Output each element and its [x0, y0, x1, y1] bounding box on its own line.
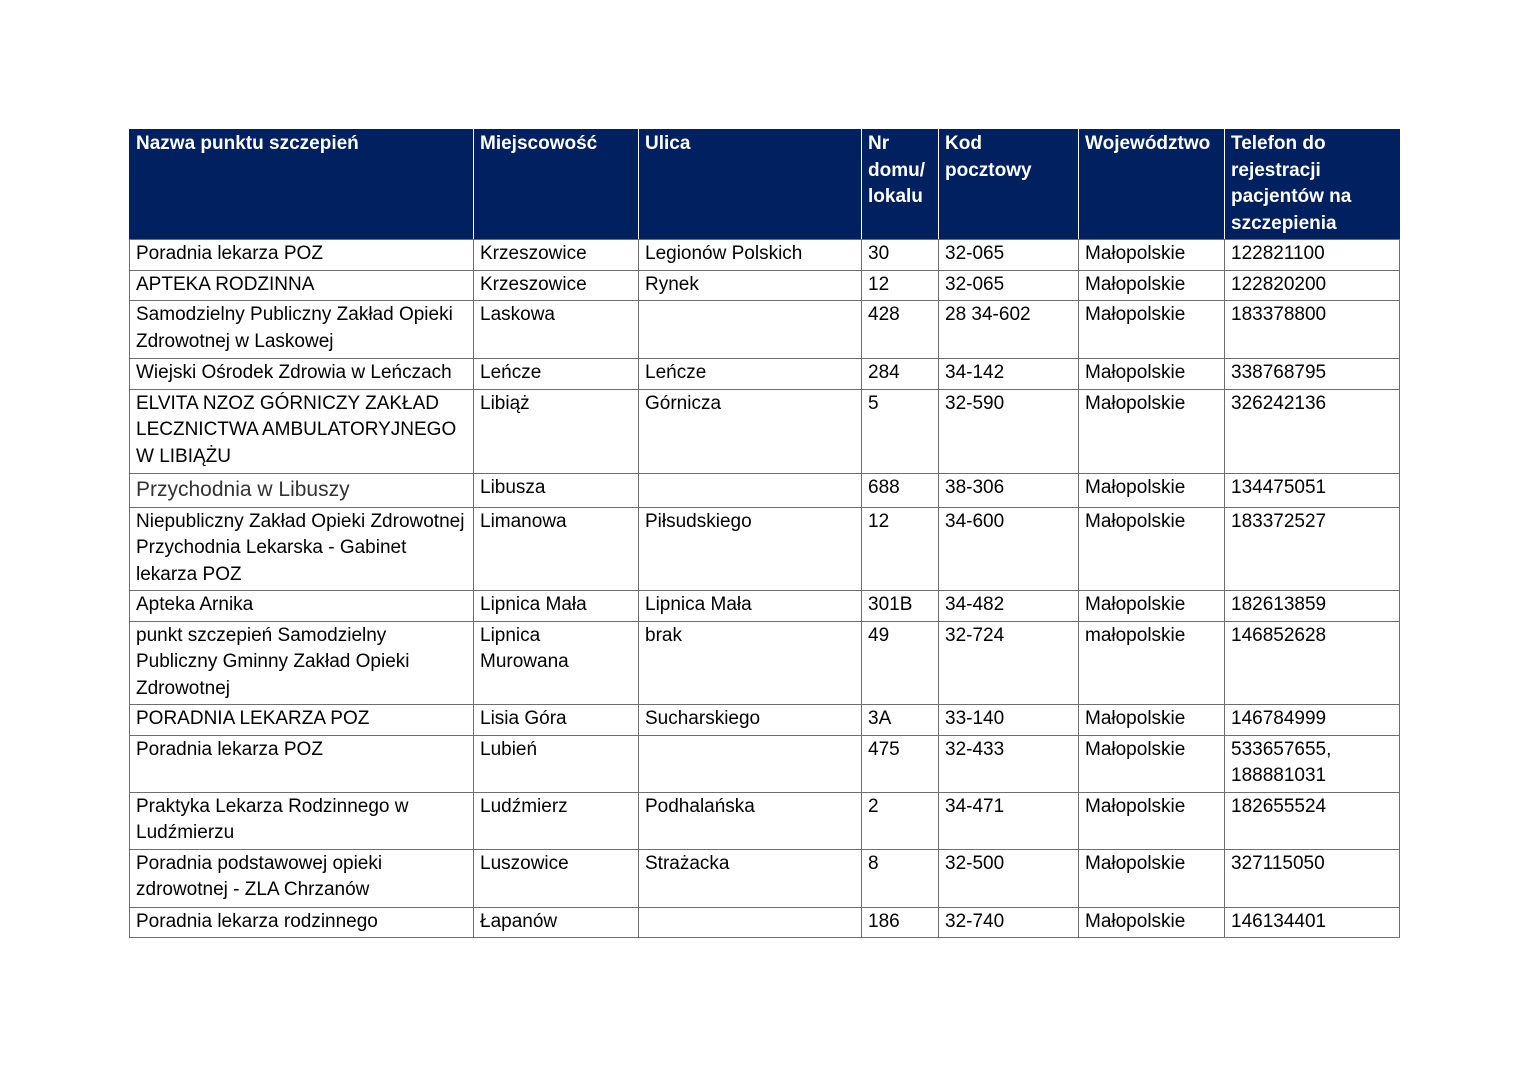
- table-row: [130, 849, 1400, 907]
- cell-postal-code: 32-433: [939, 735, 1079, 792]
- table-row: [130, 240, 1400, 271]
- cell-town: Lipnica Murowana: [474, 621, 639, 705]
- cell-street: Leńcze: [639, 359, 862, 390]
- cell-town: Łapanów: [474, 907, 639, 938]
- cell-street: [639, 907, 862, 938]
- cell-voivodeship: Małopolskie: [1079, 270, 1225, 301]
- cell-voivodeship: Małopolskie: [1079, 849, 1225, 907]
- cell-house-number: 5: [862, 389, 939, 473]
- cell-voivodeship: Małopolskie: [1079, 705, 1225, 736]
- header-row: [130, 130, 1400, 240]
- table-body: [130, 240, 1400, 938]
- table-row: [130, 907, 1400, 938]
- cell-phone: 183372527: [1225, 507, 1400, 591]
- cell-phone: 533657655, 188881031: [1225, 735, 1400, 792]
- cell-voivodeship: Małopolskie: [1079, 359, 1225, 390]
- cell-name: Poradnia podstawowej opieki zdrowotnej - ZLA Chrzanów: [130, 849, 474, 907]
- table-row: [130, 591, 1400, 622]
- header-cell-voivodeship: Województwo: [1079, 130, 1225, 240]
- cell-phone: 182655524: [1225, 792, 1400, 849]
- cell-voivodeship: Małopolskie: [1079, 907, 1225, 938]
- cell-name: PORADNIA LEKARZA POZ: [130, 705, 474, 736]
- cell-town: Krzeszowice: [474, 240, 639, 271]
- cell-town: Lipnica Mała: [474, 591, 639, 622]
- cell-voivodeship: Małopolskie: [1079, 473, 1225, 507]
- cell-town: Leńcze: [474, 359, 639, 390]
- cell-name: Apteka Arnika: [130, 591, 474, 622]
- cell-house-number: 49: [862, 621, 939, 705]
- cell-town: Ludźmierz: [474, 792, 639, 849]
- cell-name: Poradnia lekarza POZ: [130, 240, 474, 271]
- header-cell-phone: Telefon do rejestracji pacjentów na szczepienia: [1225, 130, 1400, 240]
- cell-house-number: 2: [862, 792, 939, 849]
- cell-phone: 122821100: [1225, 240, 1400, 271]
- table-row: [130, 359, 1400, 390]
- cell-street: Podhalańska: [639, 792, 862, 849]
- cell-street: [639, 735, 862, 792]
- table-row: [130, 705, 1400, 736]
- cell-postal-code: 32-065: [939, 270, 1079, 301]
- header-cell-postal-code: Kod pocztowy: [939, 130, 1079, 240]
- cell-house-number: 301B: [862, 591, 939, 622]
- table-row: [130, 473, 1400, 507]
- table-row: [130, 270, 1400, 301]
- cell-voivodeship: Małopolskie: [1079, 301, 1225, 359]
- cell-town: Krzeszowice: [474, 270, 639, 301]
- cell-house-number: 12: [862, 270, 939, 301]
- cell-phone: 183378800: [1225, 301, 1400, 359]
- cell-voivodeship: Małopolskie: [1079, 591, 1225, 622]
- cell-phone: 146784999: [1225, 705, 1400, 736]
- cell-house-number: 3A: [862, 705, 939, 736]
- header-cell-house-number: Nr domu/ lokalu: [862, 130, 939, 240]
- cell-street: Górnicza: [639, 389, 862, 473]
- cell-name: Przychodnia w Libuszy: [130, 473, 474, 507]
- table-row: [130, 735, 1400, 792]
- cell-name: Niepubliczny Zakład Opieki Zdrowotnej Przychodnia Lekarska - Gabinet lekarza POZ: [130, 507, 474, 591]
- cell-postal-code: 32-724: [939, 621, 1079, 705]
- cell-postal-code: 32-740: [939, 907, 1079, 938]
- cell-street: Rynek: [639, 270, 862, 301]
- cell-phone: 134475051: [1225, 473, 1400, 507]
- cell-house-number: 8: [862, 849, 939, 907]
- cell-phone: 326242136: [1225, 389, 1400, 473]
- cell-postal-code: 32-590: [939, 389, 1079, 473]
- cell-postal-code: 34-142: [939, 359, 1079, 390]
- cell-house-number: 12: [862, 507, 939, 591]
- cell-house-number: 428: [862, 301, 939, 359]
- cell-house-number: 186: [862, 907, 939, 938]
- table-row: [130, 792, 1400, 849]
- cell-phone: 146134401: [1225, 907, 1400, 938]
- cell-name: Poradnia lekarza POZ: [130, 735, 474, 792]
- cell-postal-code: 38-306: [939, 473, 1079, 507]
- vaccination-points-table: [129, 129, 1400, 938]
- table-row: [130, 621, 1400, 705]
- cell-voivodeship: Małopolskie: [1079, 507, 1225, 591]
- cell-voivodeship: Małopolskie: [1079, 389, 1225, 473]
- cell-postal-code: 34-482: [939, 591, 1079, 622]
- header-cell-name: Nazwa punktu szczepień: [130, 130, 474, 240]
- cell-street: brak: [639, 621, 862, 705]
- cell-postal-code: 34-600: [939, 507, 1079, 591]
- cell-name: Praktyka Lekarza Rodzinnego w Ludźmierzu: [130, 792, 474, 849]
- cell-phone: 327115050: [1225, 849, 1400, 907]
- cell-voivodeship: Małopolskie: [1079, 735, 1225, 792]
- table-header: [130, 130, 1400, 240]
- cell-street: [639, 473, 862, 507]
- cell-phone: 182613859: [1225, 591, 1400, 622]
- cell-house-number: 30: [862, 240, 939, 271]
- cell-name: ELVITA NZOZ GÓRNICZY ZAKŁAD LECZNICTWA AMBULATORYJNEGO W LIBIĄŻU: [130, 389, 474, 473]
- header-cell-street: Ulica: [639, 130, 862, 240]
- cell-street: Strażacka: [639, 849, 862, 907]
- cell-phone: 338768795: [1225, 359, 1400, 390]
- cell-postal-code: 34-471: [939, 792, 1079, 849]
- cell-town: Luszowice: [474, 849, 639, 907]
- cell-name: punkt szczepień Samodzielny Publiczny Gminny Zakład Opieki Zdrowotnej: [130, 621, 474, 705]
- cell-postal-code: 33-140: [939, 705, 1079, 736]
- cell-name: Poradnia lekarza rodzinnego: [130, 907, 474, 938]
- cell-house-number: 284: [862, 359, 939, 390]
- cell-town: Lubień: [474, 735, 639, 792]
- cell-town: Libusza: [474, 473, 639, 507]
- cell-voivodeship: małopolskie: [1079, 621, 1225, 705]
- cell-street: Lipnica Mała: [639, 591, 862, 622]
- cell-phone: 146852628: [1225, 621, 1400, 705]
- table-row: [130, 301, 1400, 359]
- table-row: [130, 389, 1400, 473]
- cell-voivodeship: Małopolskie: [1079, 240, 1225, 271]
- table-row: [130, 507, 1400, 591]
- cell-house-number: 688: [862, 473, 939, 507]
- cell-town: Lisia Góra: [474, 705, 639, 736]
- cell-phone: 122820200: [1225, 270, 1400, 301]
- cell-name: Wiejski Ośrodek Zdrowia w Leńczach: [130, 359, 474, 390]
- cell-town: Laskowa: [474, 301, 639, 359]
- cell-postal-code: 28 34-602: [939, 301, 1079, 359]
- cell-town: Libiąż: [474, 389, 639, 473]
- cell-postal-code: 32-065: [939, 240, 1079, 271]
- cell-street: Piłsudskiego: [639, 507, 862, 591]
- cell-name: APTEKA RODZINNA: [130, 270, 474, 301]
- cell-town: Limanowa: [474, 507, 639, 591]
- cell-name: Samodzielny Publiczny Zakład Opieki Zdrowotnej w Laskowej: [130, 301, 474, 359]
- cell-street: Legionów Polskich: [639, 240, 862, 271]
- cell-street: [639, 301, 862, 359]
- cell-street: Sucharskiego: [639, 705, 862, 736]
- header-cell-town: Miejscowość: [474, 130, 639, 240]
- cell-house-number: 475: [862, 735, 939, 792]
- cell-voivodeship: Małopolskie: [1079, 792, 1225, 849]
- cell-postal-code: 32-500: [939, 849, 1079, 907]
